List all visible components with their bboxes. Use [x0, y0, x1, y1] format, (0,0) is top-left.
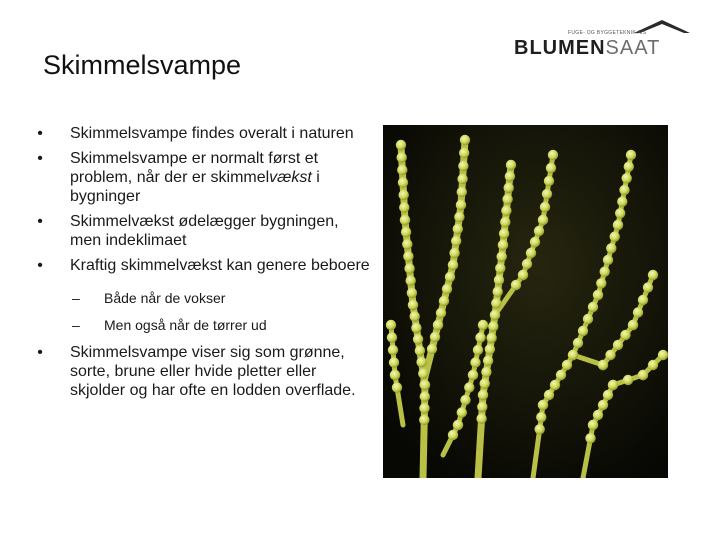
sub-bullet-marker: –: [72, 290, 80, 306]
logo-tagline: FUGE- OG BYGGETEKNIK A/S: [568, 30, 647, 36]
logo-name-part1: BLUMEN: [514, 37, 606, 59]
bullet-marker: •: [37, 125, 43, 142]
bullet-marker: •: [37, 257, 43, 274]
sub-bullet-item: [70, 289, 370, 307]
bullet-text: Skimmelvækst ødelægger bygningen, men indeklimaet: [70, 213, 339, 249]
bullet-marker: •: [37, 344, 43, 361]
mold-photo: [383, 125, 668, 478]
emphasis-text: vækst: [269, 169, 312, 186]
bullet-item: [30, 124, 370, 143]
company-logo: [512, 18, 697, 64]
sub-bullet-text: Både når de vokser: [104, 290, 226, 306]
slide-title: Skimmelsvampe: [43, 50, 242, 80]
bullet-text: Kraftig skimmelvækst kan genere beboere: [70, 257, 370, 274]
logo-name-part2: SAAT: [605, 37, 661, 59]
logo-wordmark: [514, 38, 660, 58]
bullet-item: [30, 256, 370, 334]
sub-bullet-text: Men også når de tørrer ud: [104, 317, 267, 333]
bullet-text: Skimmelsvampe er normalt først et problem, når der er skimmelvækst i bygninger: [70, 150, 320, 205]
sub-bullet-list: [70, 289, 370, 334]
mold-illustration: [383, 125, 668, 478]
bullet-item: [30, 149, 370, 206]
bullet-list: [30, 124, 370, 406]
sub-bullet-marker: –: [72, 317, 80, 333]
bullet-item: [30, 212, 370, 250]
bullet-marker: •: [37, 150, 43, 167]
bullet-marker: •: [37, 213, 43, 230]
bullet-text: Skimmelsvampe findes overalt i naturen: [70, 125, 354, 142]
sub-bullet-item: [70, 316, 370, 334]
bullet-text: Skimmelsvampe viser sig som grønne, sorte, brune eller hvide pletter eller skjolder og har ofte en lodden overflade.: [70, 344, 356, 399]
bullet-item: [30, 343, 370, 400]
